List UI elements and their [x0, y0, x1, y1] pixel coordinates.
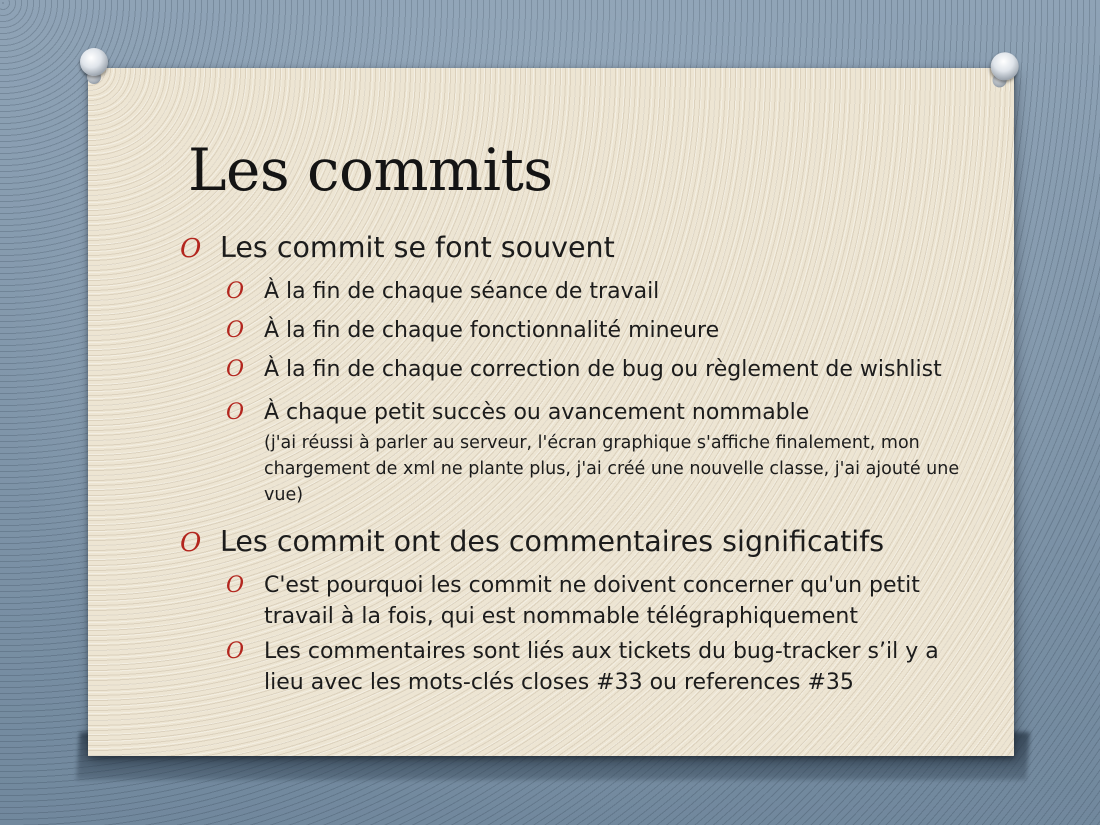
bullet-level2 [226, 276, 980, 307]
bullet-o-icon: O [180, 528, 202, 558]
bullet-level2 [226, 354, 980, 385]
bullet-o-icon: O [226, 400, 245, 425]
bullet-level1 [180, 522, 980, 562]
bullet-text: Les commentaires sont liés aux tickets du bug-tracker s’il y a lieu avec les mots-clés closes #33 ou references #35 [264, 639, 939, 695]
bullet-o-icon: O [226, 318, 245, 343]
bullet-level2 [226, 315, 980, 346]
bullet-text: C'est pourquoi les commit ne doivent concerner qu'un petit travail à la fois, qui est nommable télégraphiquement [264, 573, 920, 629]
bullet-text: À la fin de chaque séance de travail [264, 279, 660, 304]
slide-title: Les commits [188, 136, 553, 204]
bullet-text: À la fin de chaque fonctionnalité mineure [264, 318, 720, 343]
bullet-level2 [226, 397, 980, 508]
bullet-o-icon: O [180, 234, 202, 264]
bullet-note: (j'ai réussi à parler au serveur, l'écran graphique s'affiche finalement, mon chargement de xml ne plante plus, j'ai créé une nouvelle classe, j'ai ajouté une vue) [264, 433, 960, 505]
bullet-level1 [180, 228, 980, 268]
bullet-text: À la fin de chaque correction de bug ou règlement de wishlist [264, 357, 942, 382]
bullet-o-icon: O [226, 357, 245, 382]
bullet-text: Les commit ont des commentaires significatifs [220, 525, 885, 558]
bullet-o-icon: O [226, 279, 245, 304]
bullet-o-icon: O [226, 639, 245, 664]
bullet-text: Les commit se font souvent [220, 231, 615, 264]
bullet-list [180, 228, 980, 698]
bullet-level2 [226, 636, 980, 698]
bullet-level2 [226, 570, 980, 632]
pushpin-left-icon [76, 48, 112, 86]
bullet-o-icon: O [226, 573, 245, 598]
bullet-text: À chaque petit succès ou avancement nommable [264, 400, 810, 425]
